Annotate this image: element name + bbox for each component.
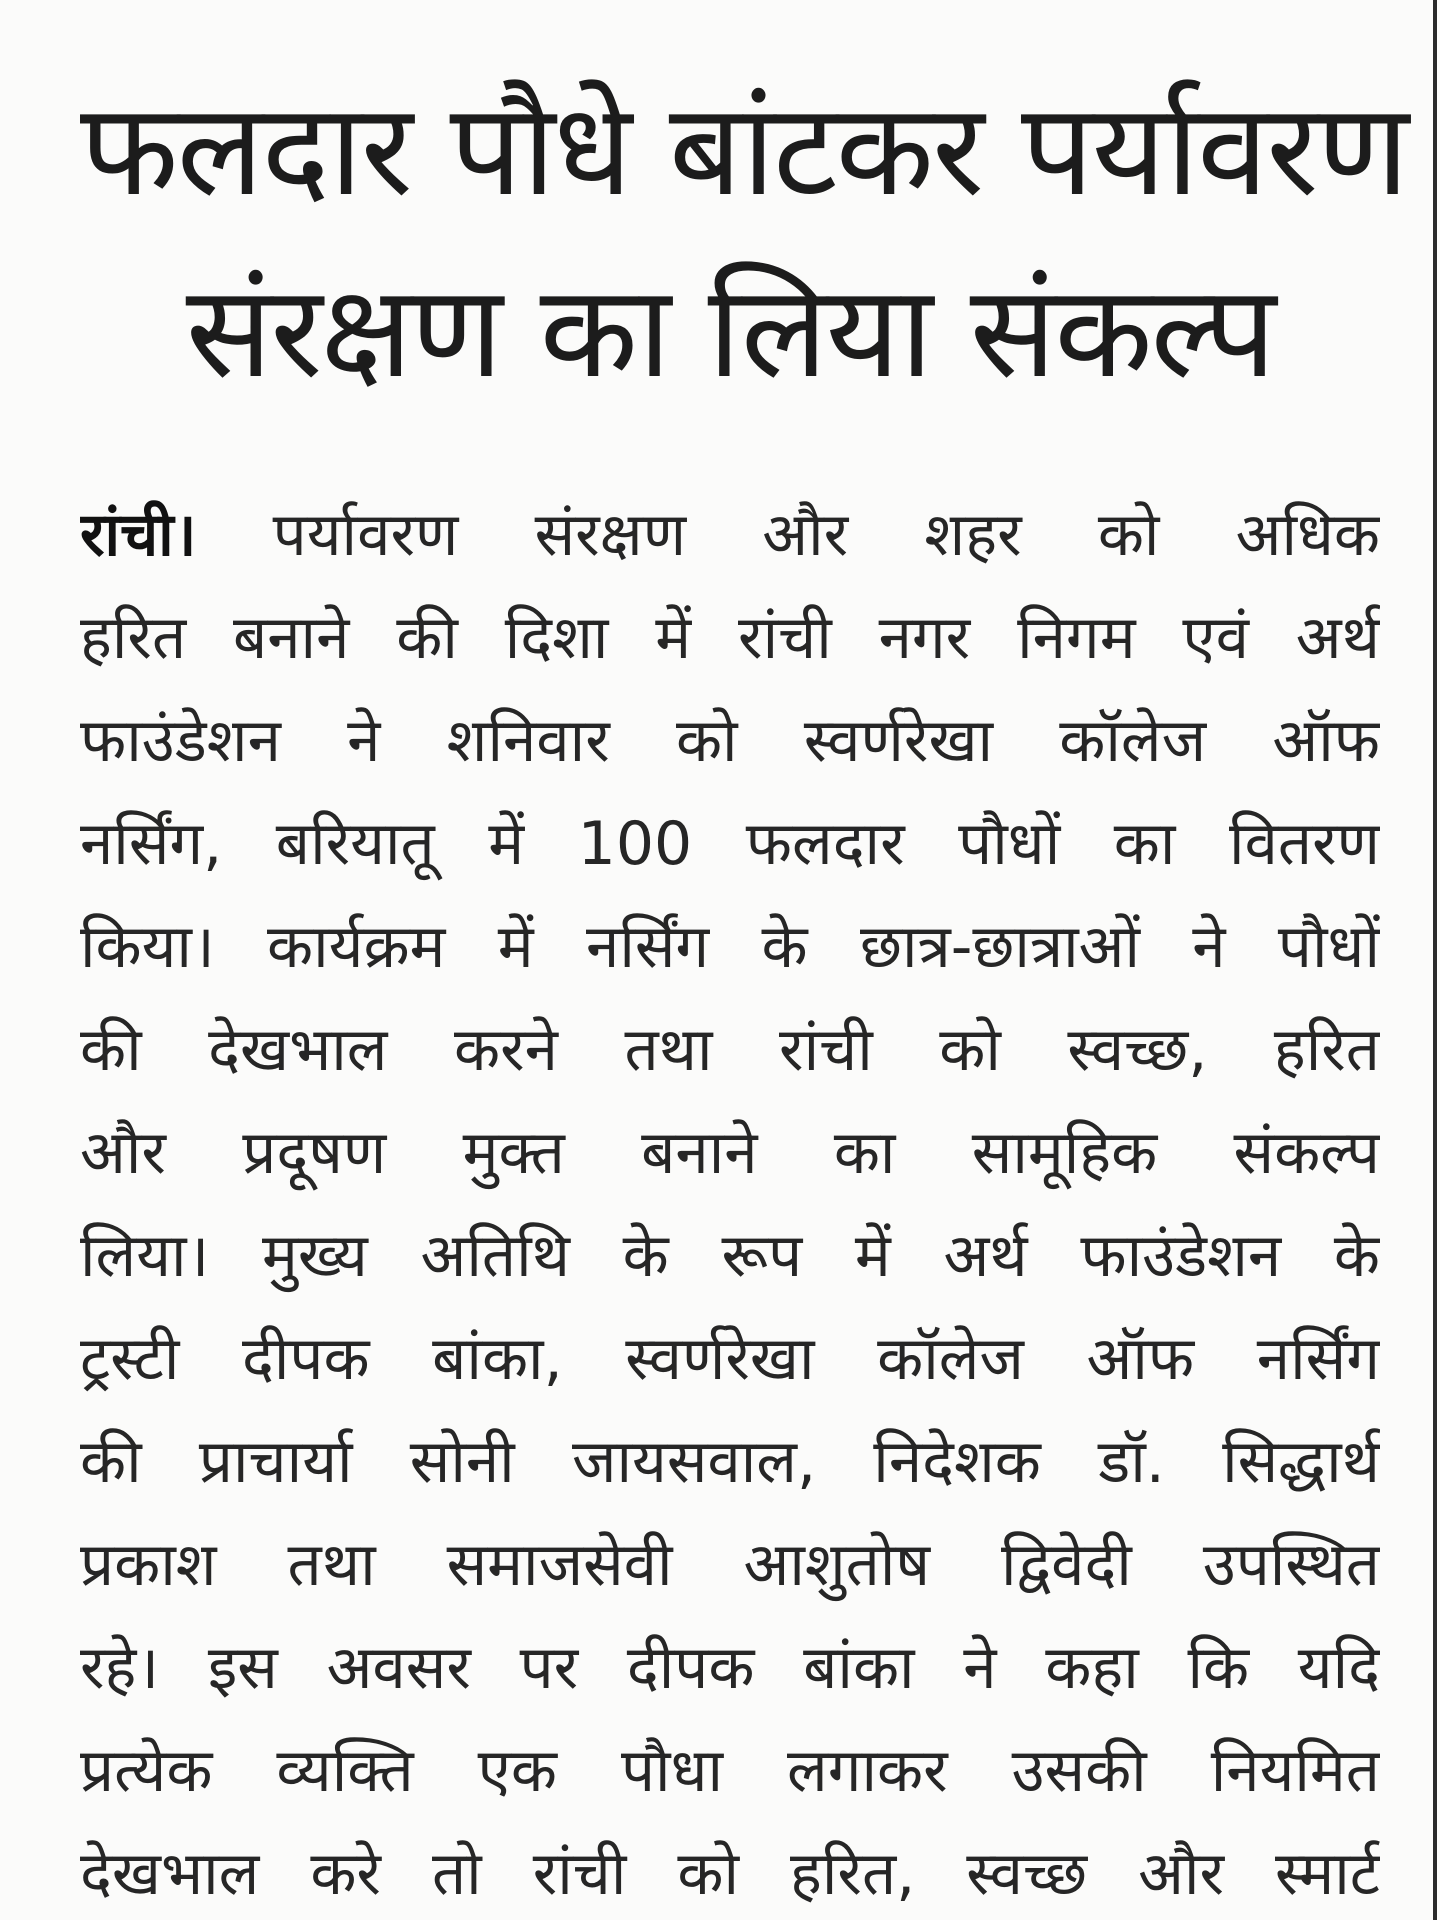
dateline: रांची। (80, 500, 197, 570)
body-line: की देखभाल करने तथा रांची को स्वच्छ, हरित (80, 1015, 1380, 1085)
body-line: हरित बनाने की दिशा में रांची नगर निगम एवं अर्थ (80, 603, 1380, 673)
body-line: की प्राचार्या सोनी जायसवाल, निदेशक डॉ. सिद्धार्थ (80, 1427, 1380, 1497)
headline-line-2: संरक्षण का लिया संकल्प (185, 258, 1275, 407)
body-line: रहे। इस अवसर पर दीपक बांका ने कहा कि यदि (80, 1633, 1380, 1703)
column-divider (1433, 0, 1437, 1920)
headline-line-1: फलदार पौधे बांटकर पर्यावरण (80, 76, 1408, 225)
headline (80, 60, 1408, 424)
article-body (80, 484, 1380, 1926)
body-line: और प्रदूषण मुक्त बनाने का सामूहिक संकल्प (80, 1118, 1380, 1188)
news-article (80, 60, 1408, 1926)
body-line: देखभाल करे तो रांची को हरित, स्वच्छ और स्मार्ट (80, 1839, 1380, 1909)
body-line: प्रत्येक व्यक्ति एक पौधा लगाकर उसकी नियमित (80, 1736, 1380, 1806)
body-line: नर्सिंग, बरियातू में 100 फलदार पौधों का वितरण (80, 809, 1380, 879)
first-line-text: पर्यावरण संरक्षण और शहर को अधिक (196, 500, 1380, 570)
body-line: प्रकाश तथा समाजसेवी आशुतोष द्विवेदी उपस्थित (80, 1530, 1380, 1600)
body-line: ट्रस्टी दीपक बांका, स्वर्णरेखा कॉलेज ऑफ नर्सिंग (80, 1324, 1380, 1394)
body-line: फाउंडेशन ने शनिवार को स्वर्णरेखा कॉलेज ऑफ (80, 706, 1380, 776)
body-line: किया। कार्यक्रम में नर्सिंग के छात्र-छात्राओं ने पौधों (80, 912, 1380, 982)
body-line: लिया। मुख्य अतिथि के रूप में अर्थ फाउंडेशन के (80, 1221, 1380, 1291)
body-line-1 (80, 484, 1380, 587)
